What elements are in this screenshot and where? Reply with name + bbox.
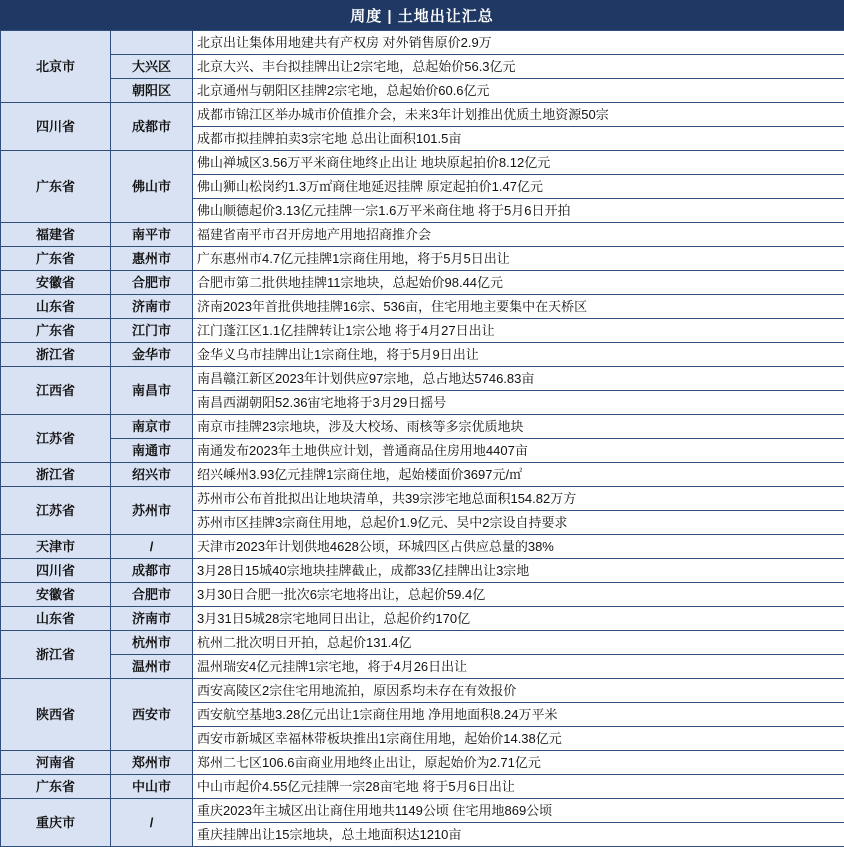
city-cell: 南昌市 <box>111 367 193 415</box>
city-cell: 温州市 <box>111 655 193 679</box>
province-cell: 广东省 <box>1 775 111 799</box>
province-cell: 四川省 <box>1 559 111 583</box>
description-cell: 西安市新城区幸福林带板块推出1宗商住用地，起始价14.38亿元 <box>193 727 844 751</box>
province-cell: 山东省 <box>1 607 111 631</box>
description-cell: 3月28日15城40宗地块挂牌截止，成都33亿挂牌出让3宗地 <box>193 559 844 583</box>
city-cell: 朝阳区 <box>111 79 193 103</box>
province-cell: 广东省 <box>1 319 111 343</box>
province-cell: 浙江省 <box>1 343 111 367</box>
description-cell: 苏州市公布首批拟出让地块清单，共39宗涉宅地总面积154.82万方 <box>193 487 844 511</box>
description-cell: 天津市2023年计划供地4628公顷，环城四区占供应总量的38% <box>193 535 844 559</box>
description-cell: 绍兴嵊州3.93亿元挂牌1宗商住地，起始楼面价3697元/㎡ <box>193 463 844 487</box>
description-cell: 北京通州与朝阳区挂牌2宗宅地，总起始价60.6亿元 <box>193 79 844 103</box>
table-row <box>1 247 844 271</box>
city-cell: 江门市 <box>111 319 193 343</box>
city-cell: 济南市 <box>111 607 193 631</box>
table-row <box>1 439 844 463</box>
province-cell: 江西省 <box>1 367 111 415</box>
description-cell: 温州瑞安4亿元挂牌1宗宅地，将于4月26日出让 <box>193 655 844 679</box>
city-cell: 郑州市 <box>111 751 193 775</box>
province-cell: 广东省 <box>1 151 111 223</box>
description-cell: 南京市挂牌23宗地块，涉及大校场、雨核等多宗优质地块 <box>193 415 844 439</box>
table-row <box>1 607 844 631</box>
description-cell: 成都市拟挂牌拍卖3宗宅地 总出让面积101.5亩 <box>193 127 844 151</box>
province-cell: 江苏省 <box>1 487 111 535</box>
city-cell <box>111 31 193 55</box>
city-cell: 绍兴市 <box>111 463 193 487</box>
city-cell: 苏州市 <box>111 487 193 535</box>
table-row <box>1 679 844 703</box>
city-cell: 合肥市 <box>111 583 193 607</box>
table-row <box>1 799 844 823</box>
description-cell: 广东惠州市4.7亿元挂牌1宗商住用地，将于5月5日出让 <box>193 247 844 271</box>
table-row <box>1 535 844 559</box>
description-cell: 3月30日合肥一批次6宗宅地将出让，总起价59.4亿 <box>193 583 844 607</box>
city-cell: / <box>111 535 193 559</box>
city-cell: 杭州市 <box>111 631 193 655</box>
description-cell: 福建省南平市召开房地产用地招商推介会 <box>193 223 844 247</box>
description-cell: 北京大兴、丰台拟挂牌出让2宗宅地，总起始价56.3亿元 <box>193 55 844 79</box>
table-row <box>1 367 844 391</box>
province-cell: 浙江省 <box>1 631 111 679</box>
city-cell: 大兴区 <box>111 55 193 79</box>
table-row <box>1 343 844 367</box>
table-row <box>1 79 844 103</box>
description-cell: 北京出让集体用地建共有产权房 对外销售原价2.9万 <box>193 31 844 55</box>
table-row <box>1 775 844 799</box>
page-title: 周度 | 土地出让汇总 <box>0 0 844 30</box>
table-row <box>1 415 844 439</box>
table-row <box>1 463 844 487</box>
province-cell: 安徽省 <box>1 583 111 607</box>
table-row <box>1 559 844 583</box>
city-cell: 成都市 <box>111 103 193 151</box>
province-cell: 重庆市 <box>1 799 111 847</box>
province-cell: 江苏省 <box>1 415 111 463</box>
province-cell: 广东省 <box>1 247 111 271</box>
province-cell: 山东省 <box>1 295 111 319</box>
province-cell: 北京市 <box>1 31 111 103</box>
city-cell: 南通市 <box>111 439 193 463</box>
description-cell: 重庆2023年主城区出让商住用地共1149公顷 住宅用地869公顷 <box>193 799 844 823</box>
city-cell: 南平市 <box>111 223 193 247</box>
description-cell: 西安航空基地3.28亿元出让1宗商住用地 净用地面积8.24万平米 <box>193 703 844 727</box>
city-cell: 金华市 <box>111 343 193 367</box>
city-cell: 佛山市 <box>111 151 193 223</box>
table-row <box>1 103 844 127</box>
province-cell: 陕西省 <box>1 679 111 751</box>
description-cell: 佛山禅城区3.56万平米商住地终止出让 地块原起拍价8.12亿元 <box>193 151 844 175</box>
city-cell: 中山市 <box>111 775 193 799</box>
table-row <box>1 31 844 55</box>
table-row <box>1 295 844 319</box>
province-cell: 天津市 <box>1 535 111 559</box>
city-cell: 合肥市 <box>111 271 193 295</box>
description-cell: 佛山顺德起价3.13亿元挂牌一宗1.6万平米商住地 将于5月6日开拍 <box>193 199 844 223</box>
description-cell: 西安高陵区2宗住宅用地流拍，原因系均未存在有效报价 <box>193 679 844 703</box>
description-cell: 济南2023年首批供地挂牌16宗、536亩，住宅用地主要集中在天桥区 <box>193 295 844 319</box>
description-cell: 金华义乌市挂牌出让1宗商住地，将于5月9日出让 <box>193 343 844 367</box>
description-cell: 南通发布2023年土地供应计划，普通商品住房用地4407亩 <box>193 439 844 463</box>
description-cell: 江门蓬江区1.1亿挂牌转让1宗公地 将于4月27日出让 <box>193 319 844 343</box>
description-cell: 南昌赣江新区2023年计划供应97宗地，总占地达5746.83亩 <box>193 367 844 391</box>
table-row <box>1 487 844 511</box>
province-cell: 浙江省 <box>1 463 111 487</box>
table-row <box>1 319 844 343</box>
description-cell: 郑州二七区106.6亩商业用地终止出让，原起始价为2.71亿元 <box>193 751 844 775</box>
table-row <box>1 583 844 607</box>
land-transfer-table <box>0 30 844 847</box>
description-cell: 苏州市区挂牌3宗商住用地，总起价1.9亿元、吴中2宗设自持要求 <box>193 511 844 535</box>
description-cell: 3月31日5城28宗宅地同日出让，总起价约170亿 <box>193 607 844 631</box>
province-cell: 河南省 <box>1 751 111 775</box>
description-cell: 杭州二批次明日开拍，总起价131.4亿 <box>193 631 844 655</box>
description-cell: 合肥市第二批供地挂牌11宗地块，总起始价98.44亿元 <box>193 271 844 295</box>
description-cell: 重庆挂牌出让15宗地块，总土地面积达1210亩 <box>193 823 844 847</box>
description-cell: 南昌西湖朝阳52.36宙宅地将于3月29日摇号 <box>193 391 844 415</box>
province-cell: 福建省 <box>1 223 111 247</box>
city-cell: 惠州市 <box>111 247 193 271</box>
table-row <box>1 55 844 79</box>
city-cell: 济南市 <box>111 295 193 319</box>
city-cell: 南京市 <box>111 415 193 439</box>
table-row <box>1 751 844 775</box>
table-row <box>1 271 844 295</box>
table-row <box>1 223 844 247</box>
description-cell: 成都市锦江区举办城市价值推介会，未来3年计划推出优质土地资源50宗 <box>193 103 844 127</box>
city-cell: 成都市 <box>111 559 193 583</box>
table-row <box>1 631 844 655</box>
table-row <box>1 151 844 175</box>
city-cell: / <box>111 799 193 847</box>
description-cell: 佛山狮山松岗约1.3万㎡商住地延迟挂牌 原定起拍价1.47亿元 <box>193 175 844 199</box>
province-cell: 四川省 <box>1 103 111 151</box>
table-row <box>1 655 844 679</box>
province-cell: 安徽省 <box>1 271 111 295</box>
city-cell: 西安市 <box>111 679 193 751</box>
description-cell: 中山市起价4.55亿元挂牌一宗28亩宅地 将于5月6日出让 <box>193 775 844 799</box>
